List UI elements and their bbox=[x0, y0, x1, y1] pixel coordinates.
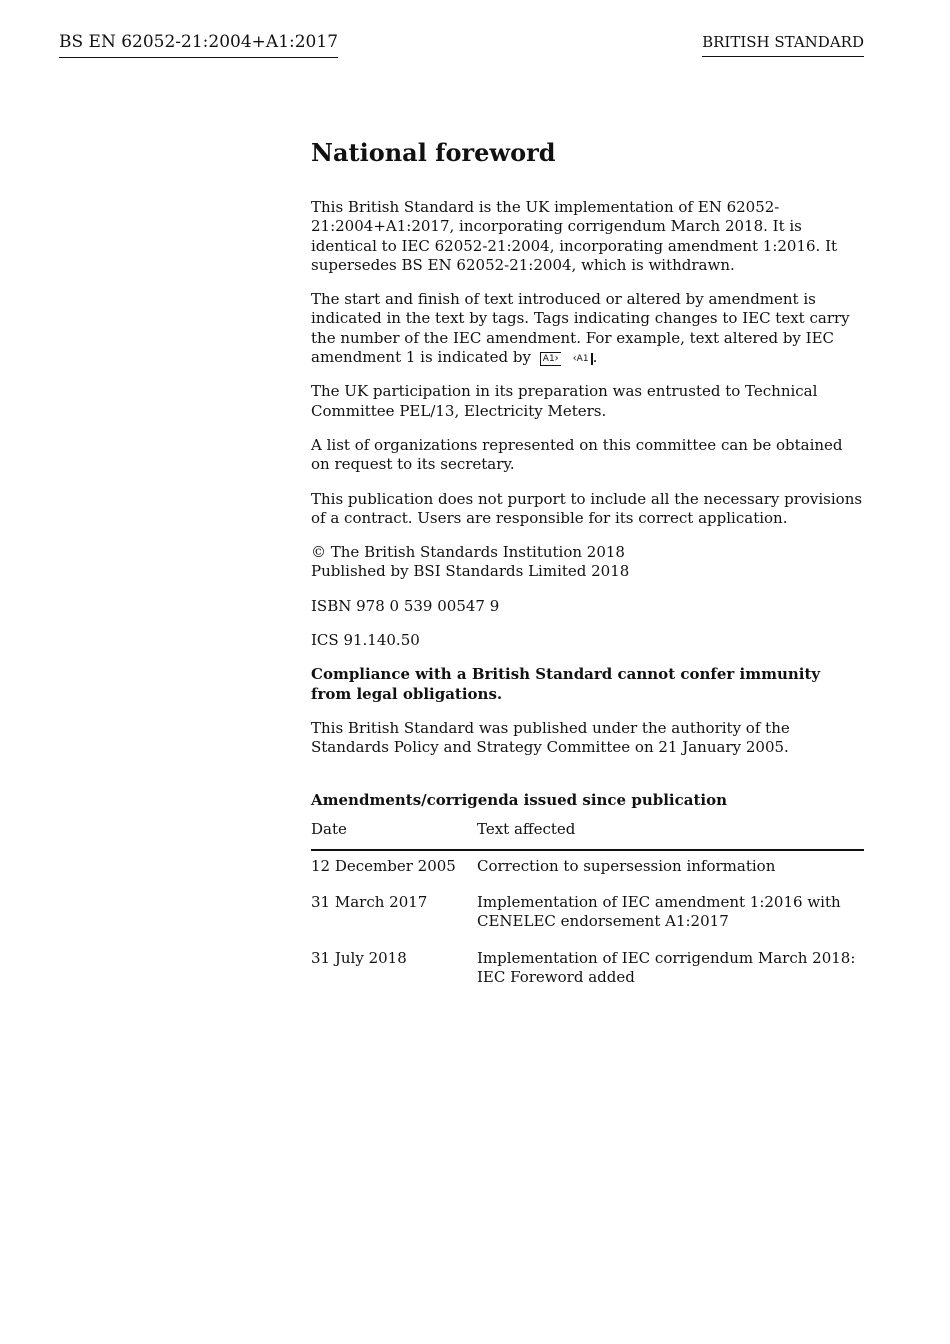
amendment-tags-text: The start and finish of text introduced or altered by amendment is indicated in the text by tags. Tags indicating changes to IEC text carry the number of the IEC amendment. For example, text altered by IEC amendment 1 is indicated by bbox=[311, 290, 850, 367]
table-row bbox=[311, 893, 864, 949]
page-title: National foreword bbox=[311, 138, 556, 167]
amendments-table bbox=[311, 820, 864, 1005]
amendment-date: 31 March 2017 bbox=[311, 893, 428, 912]
table-row bbox=[311, 850, 864, 893]
amendment-text: Implementation of IEC corrigendum March 2018: IEC Foreword added bbox=[477, 948, 856, 987]
amendment-tags-end: . bbox=[592, 348, 598, 367]
column-header-date: Date bbox=[311, 820, 477, 850]
authority-paragraph: This British Standard was published under the authority of the Standards Policy and Strategy Committee on 21 January 2005. bbox=[311, 718, 790, 757]
ics: ICS 91.140.50 bbox=[311, 631, 420, 650]
table-row bbox=[311, 949, 864, 1005]
isbn: ISBN 978 0 539 00547 9 bbox=[311, 596, 500, 615]
compliance-statement: Compliance with a British Standard cannot confer immunity from legal obligations. bbox=[311, 665, 821, 703]
copyright-block bbox=[311, 543, 864, 582]
amendment-start-tag-icon: A1 › bbox=[540, 352, 561, 366]
main-content bbox=[311, 138, 864, 1004]
document-category: BRITISH STANDARD bbox=[702, 32, 864, 57]
committee-paragraph: The UK participation in its preparation was entrusted to Technical Committee PEL/13, Electricity Meters. bbox=[311, 382, 818, 420]
organizations-paragraph: A list of organizations represented on this committee can be obtained on request to its secretary. bbox=[311, 435, 843, 474]
document-id: BS EN 62052-21:2004+A1:2017 bbox=[59, 31, 338, 58]
amendment-date: 12 December 2005 bbox=[311, 856, 456, 875]
implementation-paragraph: This British Standard is the UK implementation of EN 62052-21:2004+A1:2017, incorporating corrigendum March 2018. It is identical to IEC 62052-21:2004, incorporating amendment 1:2016. It supersedes BS EN 62052-21:2004, which is withdrawn. bbox=[311, 198, 838, 274]
table-header-row bbox=[311, 820, 864, 850]
published-line: Published by BSI Standards Limited 2018 bbox=[311, 562, 630, 581]
copyright-line: © The British Standards Institution 2018 bbox=[311, 543, 625, 562]
amendment-date: 31 July 2018 bbox=[311, 948, 407, 967]
amendment-end-tag-icon: ‹ A1 bbox=[571, 353, 593, 365]
amendment-text: Implementation of IEC amendment 1:2016 with CENELEC endorsement A1:2017 bbox=[477, 893, 841, 931]
amendment-text: Correction to supersession information bbox=[477, 856, 776, 875]
amendment-tags-paragraph bbox=[311, 290, 864, 367]
amendments-heading: Amendments/corrigenda issued since publication bbox=[311, 790, 727, 809]
column-header-text-affected: Text affected bbox=[477, 820, 864, 850]
contract-paragraph: This publication does not purport to include all the necessary provisions of a contract. Users are responsible for its correct application. bbox=[311, 489, 863, 527]
